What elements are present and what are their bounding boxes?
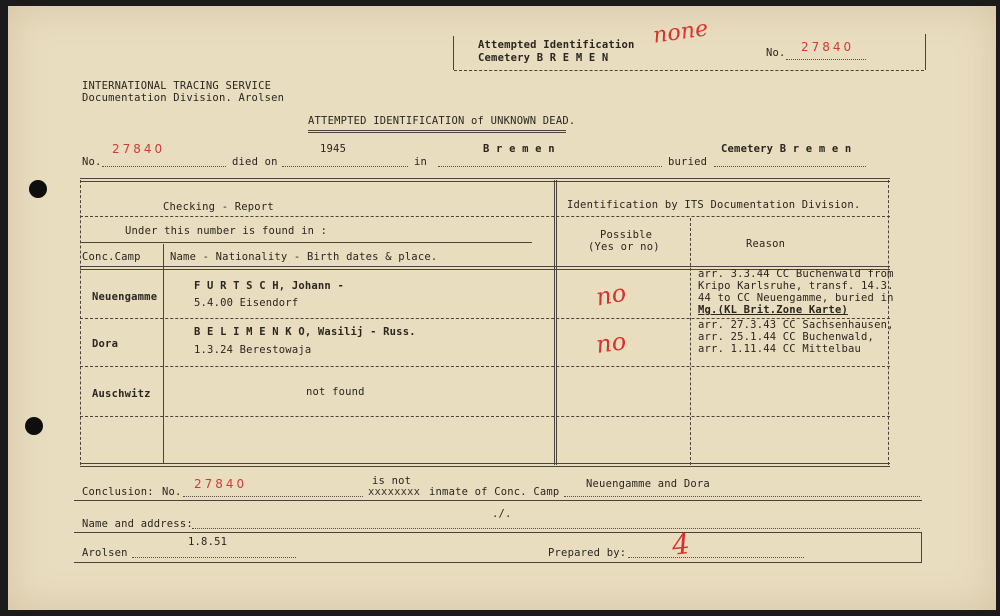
buried-dots (714, 166, 866, 167)
row2-reason-3: arr. 1.11.44 CC Mittelbau (698, 343, 862, 355)
header-no-dots (786, 59, 866, 60)
rule-footer (74, 562, 922, 563)
possible-header: Possible (600, 229, 653, 241)
punch-hole-bottom (25, 417, 43, 435)
name-address-label: Name and address: (82, 518, 193, 530)
possible-subheader: (Yes or no) (588, 241, 660, 253)
row3-name: not found (306, 386, 365, 398)
col-name-header: Name - Nationality - Birth dates & place. (170, 251, 438, 263)
table-bottom-rule (80, 463, 890, 467)
footer-place: Arolsen (82, 547, 128, 559)
header-box-right-border (925, 34, 926, 70)
row1-reason-2: Kripo Karlsruhe, transf. 14.3. (698, 280, 894, 292)
under-number-header: Under this number is found in : (125, 225, 328, 237)
row1-reason-3: 44 to CC Neuengamme, buried in (698, 292, 894, 304)
table-left-border (80, 180, 81, 465)
row1-reason-1: arr. 3.3.44 CC Buchenwald from (698, 268, 894, 280)
rule-row-2 (80, 366, 890, 367)
table-top-rule (80, 178, 890, 182)
conclusion-no-dots (183, 496, 363, 497)
row1-name-line1: F U R T S C H, Johann - (194, 280, 344, 292)
header-box-left-border (453, 36, 454, 70)
row2-camp: Dora (92, 338, 119, 350)
rule-under-conclusion (74, 500, 922, 501)
conclusion-is-not: is not (372, 475, 412, 487)
in-dots (438, 166, 662, 167)
name-address-value: ./. (492, 508, 512, 520)
row2-name-line1: B E L I M E N K O, Wasilij - Russ. (194, 326, 416, 338)
header-no-label: No. (766, 47, 786, 59)
rule-under-number (80, 242, 532, 243)
table-divider-reason (690, 218, 691, 465)
table-divider-main (554, 180, 557, 465)
conclusion-camps: Neuengamme and Dora (586, 478, 710, 490)
header-handwritten-note: none (651, 16, 710, 49)
died-label: died on (232, 156, 278, 168)
conclusion-no-value: 27840 (194, 477, 248, 491)
buried-value: Cemetery B r e m e n (721, 143, 852, 155)
conclusion-inmate: inmate of Conc. Camp (429, 486, 560, 498)
col-camp-header: Conc.Camp (82, 251, 141, 263)
row1-name-line2: 5.4.00 Eisendorf (194, 297, 299, 309)
in-value: B r e m e n (483, 143, 555, 155)
header-line-2: Cemetery B R E M E N (478, 52, 609, 64)
conclusion-camps-dots (564, 496, 920, 497)
conclusion-label: Conclusion: (82, 486, 154, 498)
in-label: in (414, 156, 428, 168)
document-title: ATTEMPTED IDENTIFICATION of UNKNOWN DEAD. (308, 115, 576, 127)
footer-right-border (921, 532, 922, 562)
checking-report-header: Checking - Report (163, 201, 274, 213)
row2-name-line2: 1.3.24 Berestowaja (194, 344, 312, 356)
name-address-dots (192, 528, 920, 529)
title-underline (308, 130, 566, 133)
header-no-value: 27840 (801, 40, 855, 54)
org-division: Documentation Division. Arolsen (82, 92, 285, 104)
row2-reason-1: arr. 27.3.43 CC Sachsenhausen, (698, 319, 894, 331)
footer-date-dots (132, 557, 296, 558)
row2-reason-2: arr. 25.1.44 CC Buchenwald, (698, 331, 875, 343)
header-line-1: Attempted Identification (478, 39, 635, 51)
conclusion-no-label: No. (162, 486, 182, 498)
row3-camp: Auschwitz (92, 388, 151, 400)
record-no-dots (102, 166, 226, 167)
record-no-label: No. (82, 156, 102, 168)
buried-label: buried (668, 156, 708, 168)
row2-possible: no (594, 327, 629, 359)
reason-header: Reason (746, 238, 786, 250)
footer-date: 1.8.51 (188, 536, 228, 548)
row1-possible: no (593, 278, 629, 312)
punch-hole-top (29, 180, 47, 198)
rule-row-3 (80, 416, 890, 417)
row1-reason-4: Mg.(KL Brit.Zone Karte) (698, 304, 848, 316)
prepared-by-dots (628, 557, 804, 558)
conclusion-struck-word: xxxxxxxx (368, 486, 421, 498)
index-card (8, 6, 996, 610)
prepared-by-label: Prepared by: (548, 547, 627, 559)
rule-under-name-address (74, 532, 922, 533)
prepared-by-signature: 4 (670, 527, 692, 562)
died-value: 1945 (320, 143, 347, 155)
died-dots (282, 166, 408, 167)
header-box-bottom-border (454, 70, 924, 71)
identification-header: Identification by ITS Documentation Division. (567, 199, 861, 211)
record-no-value: 27840 (112, 142, 166, 156)
row1-camp: Neuengamme (92, 291, 158, 303)
org-name: INTERNATIONAL TRACING SERVICE (82, 80, 272, 92)
rule-under-checking (80, 216, 890, 217)
table-divider-camp (163, 244, 164, 464)
